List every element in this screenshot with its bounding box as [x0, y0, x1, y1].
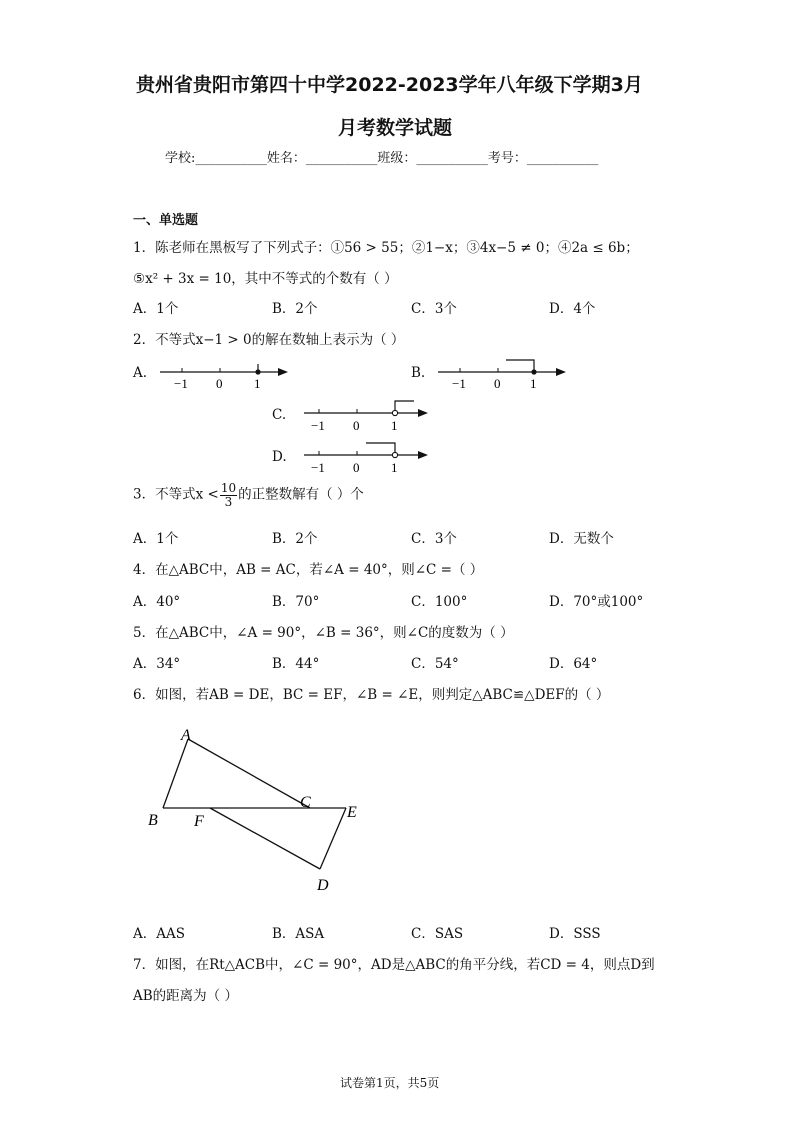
page-title-line2: 月考数学试题 — [338, 117, 453, 139]
solution-ray-d — [366, 443, 395, 453]
number-line-c — [296, 397, 436, 435]
q3-option-b: B．2个 — [272, 531, 318, 547]
q2-label-c: C. — [272, 407, 287, 423]
page-title-line1: 贵州省贵阳市第四十中学2022-2023学年八年级下学期3月 — [136, 74, 643, 96]
q5-option-d: D．64° — [549, 656, 598, 672]
tick-label-a-1: 1 — [254, 376, 261, 391]
q5-option-b: B．44° — [272, 656, 320, 672]
q3-denominator: 3 — [224, 494, 233, 509]
q1-option-c: C．3个 — [411, 301, 457, 317]
page-footer: 试卷第1页，共5页 — [340, 1076, 440, 1090]
axis-arrow-d — [418, 451, 428, 459]
q6-stem: 6．如图，若AB = DE，BC = EF，∠B = ∠E，则判定△ABC≌△DEF的（ ） — [133, 687, 610, 703]
q6-option-d: D．SSS — [549, 926, 601, 942]
axis-arrow-b — [556, 368, 566, 376]
q5-option-a: A．34° — [133, 656, 181, 672]
q2-stem: 2．不等式x−1 > 0的解在数轴上表示为（ ） — [133, 332, 405, 348]
q4-option-c: C．100° — [411, 594, 468, 610]
q3-stem — [133, 482, 364, 508]
q1-option-b: B．2个 — [272, 301, 318, 317]
q4-option-b: B．70° — [272, 594, 320, 610]
tick-label-b-1: 1 — [530, 376, 537, 391]
vertex-label-F: F — [194, 813, 204, 830]
tick-label-d-0: 0 — [353, 460, 360, 475]
q1-line1: 1．陈老师在黑板写了下列式子：①56 > 55；②1−x；③4x−5 ≠ 0；④2a ≤ 6b； — [133, 240, 639, 256]
solution-ray-b — [506, 360, 534, 372]
q4-option-a: A．40° — [133, 594, 181, 610]
number-line-d — [296, 439, 436, 477]
segment-FD — [210, 808, 320, 869]
solid-point-a — [255, 369, 260, 374]
q2-label-b: B. — [411, 365, 426, 381]
tick-label-a-0: 0 — [216, 376, 223, 391]
q7-line2: AB的距离为（ ） — [133, 988, 238, 1004]
q6-option-a: A．AAS — [133, 926, 185, 942]
q7-line1: 7．如图，在Rt△ACB中，∠C = 90°，AD是△ABC的角平分线，若CD = 4，则点D到 — [133, 957, 655, 973]
q3-option-a: A．1个 — [133, 531, 179, 547]
vertex-label-C: C — [300, 794, 311, 811]
vertex-label-D: D — [317, 877, 329, 894]
solution-ray-c — [395, 401, 414, 411]
section-title: 一、单选题 — [133, 213, 199, 228]
q1-line2: ⑤x² + 3x = 10，其中不等式的个数有（ ） — [133, 271, 398, 287]
vertex-label-B: B — [148, 812, 158, 829]
number-line-a — [150, 356, 295, 392]
q6-option-b: B．ASA — [272, 926, 325, 942]
q5-stem: 5．在△ABC中，∠A = 90°，∠B = 36°，则∠C的度数为（ ） — [133, 625, 514, 641]
q3-option-c: C．3个 — [411, 531, 457, 547]
tick-label-a-neg1: −1 — [174, 376, 188, 391]
tick-label-d-neg1: −1 — [311, 460, 325, 475]
q3-option-d: D．无数个 — [549, 531, 614, 547]
number-line-b — [428, 356, 573, 392]
segment-AC — [188, 739, 310, 808]
q3-prefix: 3．不等式x < — [133, 486, 219, 503]
q4-option-d: D．70°或100° — [549, 594, 644, 610]
q1-option-a: A．1个 — [133, 301, 179, 317]
vertex-label-A: A — [181, 727, 191, 744]
student-info-line: 学校:___________姓名：___________班级：___________考号：___________ — [165, 151, 599, 166]
tick-label-c-neg1: −1 — [311, 418, 325, 433]
q3-numerator: 10 — [220, 481, 237, 495]
segment-AB — [163, 739, 188, 808]
open-point-d — [392, 452, 397, 457]
q5-option-c: C．54° — [411, 656, 459, 672]
tick-label-d-1: 1 — [391, 460, 398, 475]
q6-option-c: C．SAS — [411, 926, 464, 942]
solid-point-b — [531, 369, 536, 374]
q1-option-d: D．4个 — [549, 301, 596, 317]
axis-arrow-a — [278, 368, 288, 376]
tick-label-c-0: 0 — [353, 418, 360, 433]
vertex-label-E: E — [347, 804, 357, 821]
q2-label-a: A. — [133, 365, 148, 381]
open-point-c — [392, 410, 397, 415]
q4-stem: 4．在△ABC中，AB = AC，若∠A = 40°，则∠C =（ ） — [133, 562, 484, 578]
q3-suffix: 的正整数解有（ ）个 — [238, 486, 364, 503]
q2-label-d: D. — [272, 449, 287, 465]
tick-label-c-1: 1 — [391, 418, 398, 433]
segment-ED — [320, 808, 346, 869]
tick-label-b-neg1: −1 — [452, 376, 466, 391]
q3-fraction — [220, 482, 237, 508]
axis-arrow-c — [418, 409, 428, 417]
q6-triangle-figure — [140, 722, 380, 898]
tick-label-b-0: 0 — [494, 376, 501, 391]
